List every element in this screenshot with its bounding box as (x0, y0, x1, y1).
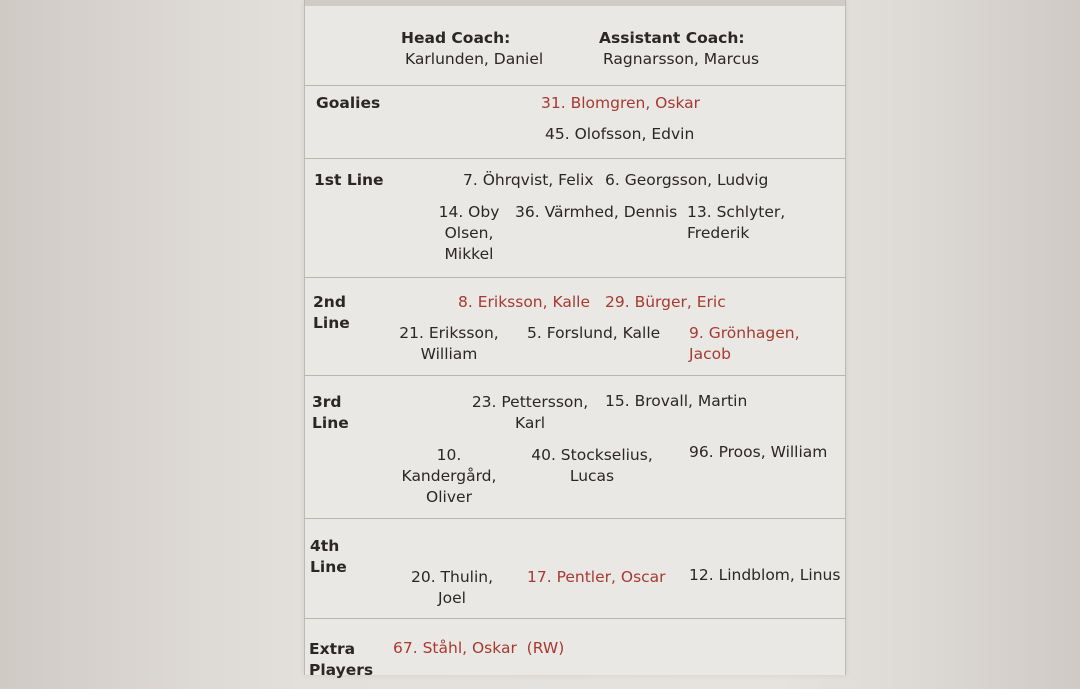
player-line3-4: 40. Stockselius, Lucas (531, 446, 653, 485)
player-line3-3: 10. Kandergård, Oliver (401, 446, 497, 506)
player-line3-5: 96. Proos, William (689, 443, 828, 461)
lineup-document (304, 0, 846, 679)
assistant-coach-title: Assistant Coach: (599, 29, 745, 47)
player-goalie-2: 45. Olofsson, Edvin (545, 125, 695, 143)
line3-section (305, 376, 845, 519)
player-line2-4: 5. Forslund, Kalle (527, 324, 661, 342)
player-line1-2: 6. Georgsson, Ludvig (605, 171, 769, 189)
line4-section (305, 519, 845, 619)
section-label-line2: 2nd Line (313, 293, 350, 332)
coaches-section (305, 6, 845, 86)
line1-section (305, 159, 845, 278)
section-label-line3: 3rd Line (312, 393, 349, 432)
player-line1-1: 7. Öhrqvist, Felix (463, 171, 594, 189)
section-label-line4: 4th Line (310, 537, 347, 576)
player-line1-3: 14. Oby Olsen, Mikkel (438, 203, 500, 263)
player-line3-2: 15. Brovall, Martin (605, 392, 748, 410)
player-line4-3: 12. Lindblom, Linus (689, 566, 841, 584)
player-line1-4: 36. Värmhed, Dennis (515, 203, 678, 221)
player-line1-5: 13. Schlyter, Frederik (687, 203, 786, 242)
player-line2-5: 9. Grönhagen, Jacob (689, 324, 800, 363)
head-coach-name: Karlunden, Daniel (405, 50, 544, 68)
head-coach-title: Head Coach: (401, 29, 511, 47)
section-label-extra: Extra Players (309, 640, 374, 679)
player-line2-2: 29. Bürger, Eric (605, 293, 726, 311)
player-goalie-1: 31. Blomgren, Oskar (541, 94, 701, 112)
line2-section (305, 278, 845, 376)
player-line4-1: 20. Thulin, Joel (410, 568, 494, 607)
assistant-coach-name: Ragnarsson, Marcus (603, 50, 760, 68)
player-line3-1: 23. Pettersson, Karl (471, 393, 589, 432)
section-label-goalies: Goalies (316, 94, 381, 112)
goalies-section (305, 86, 845, 159)
player-line2-3: 21. Eriksson, William (399, 324, 499, 363)
player-line2-1: 8. Eriksson, Kalle (458, 293, 591, 311)
player-line4-2: 17. Pentler, Oscar (527, 568, 666, 586)
section-label-line1: 1st Line (314, 171, 384, 189)
player-extra-1: 67. Ståhl, Oskar (RW) (393, 639, 565, 657)
extra-players-section (305, 619, 845, 689)
